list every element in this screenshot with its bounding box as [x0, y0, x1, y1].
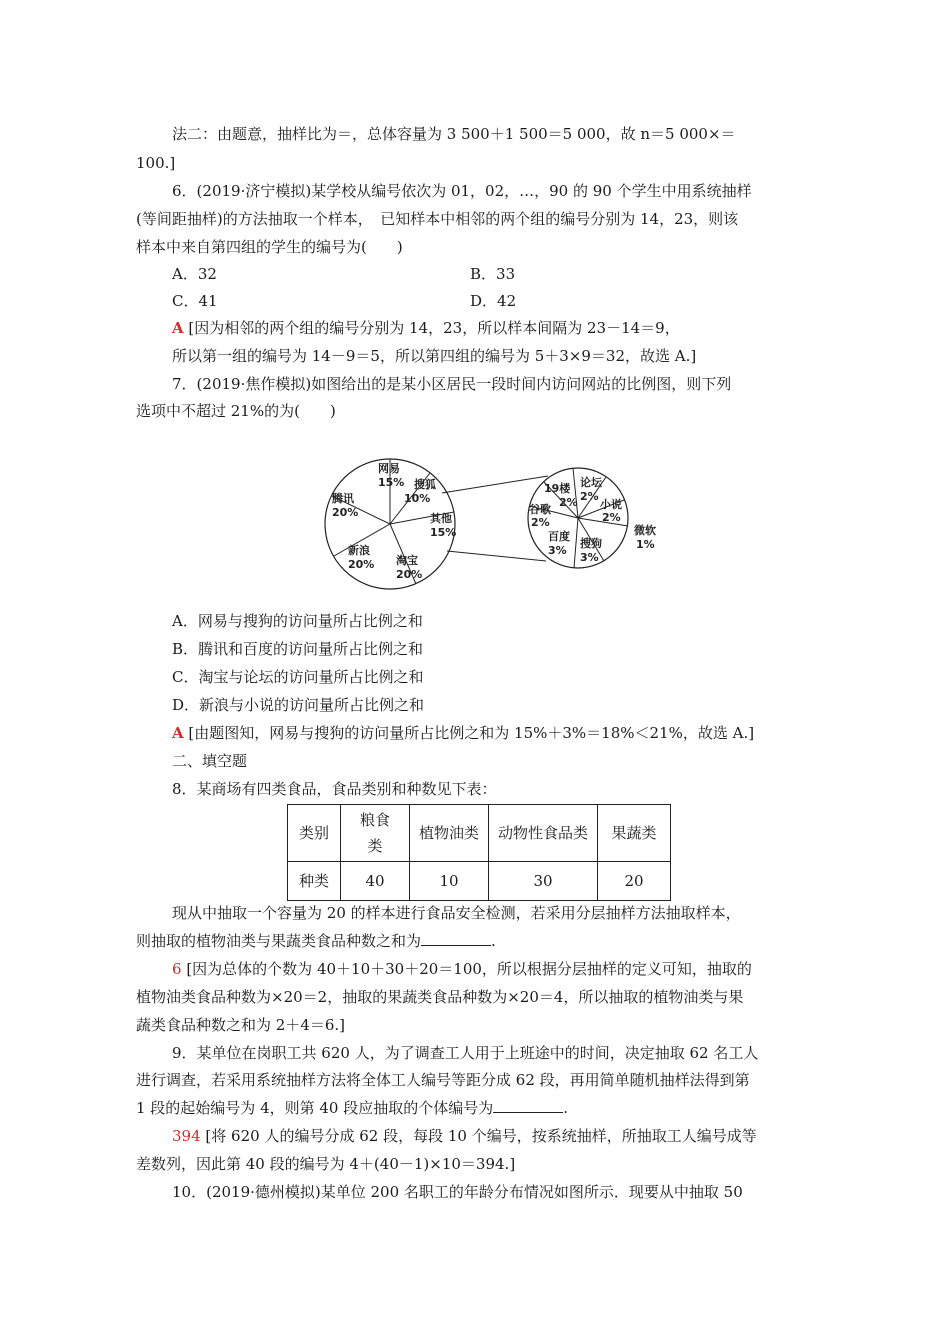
- other-label-pct-5: 2%: [531, 516, 550, 529]
- q6-option-b: B．33: [470, 265, 516, 283]
- q6-option-c: C．41: [172, 292, 218, 310]
- pie-label-pct-5: 20%: [332, 506, 359, 519]
- other-label-name-5: 谷歌: [529, 503, 551, 516]
- pie-label-name-2: 其他: [430, 512, 452, 525]
- table-header-text: 粮食类: [359, 811, 390, 855]
- q6-answer-line-1: [172, 318, 680, 338]
- q8-stem-3-end: .: [491, 932, 496, 950]
- q7-stem-1: 7．(2019·焦作模拟)如图给出的是某小区居民一段时间内访问网站的比例图，则下列: [172, 375, 732, 393]
- other-label-pct-0: 2%: [559, 496, 578, 509]
- q6-stem-3: 样本中来自第四组的学生的编号为( ): [136, 238, 403, 256]
- table-row-label: 种类: [288, 862, 341, 901]
- food-category-table: [287, 804, 671, 901]
- table-cell: 40: [341, 862, 410, 901]
- other-label-name-1: 论坛: [580, 476, 602, 489]
- other-label-name-3: 搜狗: [580, 537, 602, 550]
- table-cell: 10: [410, 862, 489, 901]
- q8-stem-3-text: 则抽取的植物油类与果蔬类食品种数之和为: [136, 932, 422, 950]
- q10-stem-1: 10．(2019·德州模拟)某单位 200 名职工的年龄分布情况如图所示．现要从中抽取 50: [172, 1183, 743, 1201]
- q9-answer-line-1: [172, 1126, 757, 1146]
- table-header-cell: [341, 805, 410, 862]
- q8-answer-line-3: 蔬类食品种数之和为 2＋4＝6.]: [136, 1016, 346, 1034]
- q9-stem-3-end: .: [563, 1099, 569, 1117]
- q9-answer-line-2: 差数列，因此第 40 段的编号为 4＋(40－1)×10＝394.]: [136, 1155, 516, 1173]
- q9-answer-blank: [493, 1098, 563, 1113]
- q7-option-a: A．网易与搜狗的访问量所占比例之和: [172, 612, 423, 630]
- q6-option-d: D．42: [470, 292, 517, 310]
- website-pie-figure: [316, 456, 666, 596]
- table-header-cell: [489, 805, 598, 862]
- other-pie: [528, 468, 657, 568]
- other-label-name-4: 百度: [548, 530, 570, 543]
- pie-label-name-4: 新浪: [348, 544, 370, 557]
- other-label-name-6: 微软: [634, 524, 656, 537]
- table-row: [288, 805, 671, 862]
- q7-stem-2: 选项中不超过 21%的为( ): [136, 402, 336, 420]
- table-header-cell: [410, 805, 489, 862]
- q6-answer-letter: A: [172, 319, 184, 337]
- table-cell: 30: [489, 862, 598, 901]
- pie-label-pct-1: 10%: [404, 492, 431, 505]
- table-cell: 20: [598, 862, 671, 901]
- q8-answer-number: 6: [172, 960, 182, 978]
- pie-label-name-0: 网易: [378, 462, 400, 475]
- q9-stem-3: [136, 1098, 568, 1118]
- other-label-pct-3: 3%: [580, 551, 599, 564]
- q7-option-b: B．腾讯和百度的访问量所占比例之和: [172, 640, 424, 658]
- q6-answer-text: [因为相邻的两个组的编号分别为 14，23，所以样本间隔为 23－14＝9，: [188, 319, 680, 337]
- solution-method2-line: 法二：由题意，抽样比为＝，总体容量为 3 500＋1 500＝5 000，故 n＝5 000×＝: [172, 125, 736, 143]
- q9-stem-2: 进行调查，若采用系统抽样方法将全体工人编号等距分成 62 段，再用简单随机抽样法得到第: [136, 1071, 750, 1089]
- q7-answer-line: [172, 723, 754, 743]
- pie-label-name-1: 搜狐: [414, 478, 436, 491]
- table-row: [288, 862, 671, 901]
- q9-answer-text: [将 620 人的编号分成 62 段，每段 10 个编号，按系统抽样，所抽取工人编号成等: [205, 1127, 757, 1145]
- q9-stem-1: 9．某单位在岗职工共 620 人，为了调查工人用于上班途中的时间，决定抽取 62 名工人: [172, 1044, 759, 1062]
- q8-answer-line-2: 植物油类食品种数为×20＝2，抽取的果蔬类食品种数为×20＝4，所以抽取的植物油类与果: [136, 988, 744, 1006]
- q6-stem-1: 6．(2019·济宁模拟)某学校从编号依次为 01，02，…，90 的 90 个学生中用系统抽样: [172, 182, 752, 200]
- q6-stem-2: (等间距抽样)的方法抽取一个样本， 已知样本中相邻的两个组的编号分别为 14，23，则该: [136, 210, 739, 228]
- q8-stem-3: [136, 931, 496, 951]
- table-header-text: 动物性食品类: [497, 824, 588, 842]
- other-label-name-0: 19楼: [544, 482, 571, 495]
- other-label-pct-2: 2%: [602, 511, 621, 524]
- q6-answer-line-2: 所以第一组的编号为 14－9＝5，所以第四组的编号为 5＋3×9＝32，故选 A.]: [172, 347, 697, 365]
- connector-bottom: [447, 551, 546, 561]
- q7-option-c: C．淘宝与论坛的访问量所占比例之和: [172, 668, 424, 686]
- q9-stem-3-text: 1 段的起始编号为 4，则第 40 段应抽取的个体编号为: [136, 1099, 494, 1117]
- other-label-pct-4: 3%: [548, 544, 567, 557]
- connector-top: [442, 476, 548, 493]
- pie-label-pct-4: 20%: [348, 558, 375, 571]
- solution-method2-end: 100.]: [136, 154, 176, 172]
- q8-answer-line-1: [172, 959, 752, 979]
- other-label-name-2: 小说: [600, 498, 622, 511]
- q7-answer-text: [由题图知，网易与搜狗的访问量所占比例之和为 15%＋3%＝18%＜21%，故选 A.]: [188, 724, 755, 742]
- main-pie: [325, 459, 456, 589]
- table-header-cell: 果蔬类: [598, 805, 671, 862]
- q7-option-d: D．新浪与小说的访问量所占比例之和: [172, 696, 425, 714]
- q8-answer-blank: [421, 931, 491, 946]
- pie-label-name-3: 淘宝: [396, 554, 418, 567]
- q9-answer-number: 394: [172, 1127, 201, 1145]
- pie-label-pct-2: 15%: [430, 526, 457, 539]
- other-label-pct-6: 1%: [636, 538, 655, 551]
- pie-label-pct-0: 15%: [378, 476, 405, 489]
- section-heading: 二、填空题: [172, 752, 248, 770]
- q8-answer-text: [因为总体的个数为 40＋10＋30＋20＝100，所以根据分层抽样的定义可知，抽取的: [186, 960, 752, 978]
- table-header-text: 植物油类: [419, 824, 480, 842]
- pie-label-name-5: 腾讯: [332, 492, 354, 505]
- q8-stem-2: 现从中抽取一个容量为 20 的样本进行食品安全检测，若采用分层抽样方法抽取样本，: [172, 904, 741, 922]
- table-header-cell: 类别: [288, 805, 341, 862]
- q6-option-a: A．32: [172, 265, 217, 283]
- pie-label-pct-3: 20%: [396, 568, 423, 581]
- q7-answer-letter: A: [172, 724, 184, 742]
- other-label-pct-1: 2%: [580, 490, 599, 503]
- q8-stem-1: 8．某商场有四类食品，食品类别和种数见下表：: [172, 780, 497, 798]
